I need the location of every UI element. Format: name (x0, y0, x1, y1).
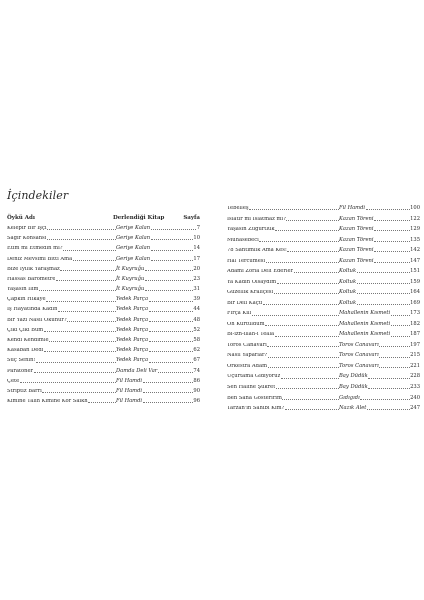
dot-leader (276, 388, 339, 389)
toc-left-column (7, 213, 200, 407)
toc-entry (7, 326, 200, 333)
entry-title: Sağır Konsansı (7, 236, 47, 242)
entry-title: Çete (7, 378, 20, 384)
toc-entry (227, 320, 420, 327)
entry-page: 58 (193, 337, 200, 344)
dot-leader (266, 262, 339, 263)
dot-leader (259, 241, 338, 242)
entry-book: Kazan Töreni (339, 215, 374, 222)
toc-entry (7, 356, 200, 363)
dot-leader (143, 392, 193, 393)
toc-right-column (227, 204, 420, 415)
toc-entry (7, 316, 200, 323)
dot-leader (149, 341, 193, 342)
dot-leader (275, 336, 339, 337)
toc-entry (7, 255, 200, 262)
toc-entry (227, 341, 420, 348)
dot-leader (379, 367, 409, 368)
dot-leader (151, 229, 197, 230)
entry-page: 52 (193, 326, 200, 333)
entry-title: Striptiz Barrı (7, 388, 42, 394)
entry-title: Adamı Zorla Deli Ederler (227, 269, 294, 275)
entry-title: Hassas Barometre (7, 276, 56, 282)
entry-title: Çıkı Çıkı Bum (7, 327, 44, 333)
entry-title: Nasıl Yaparlar? (227, 353, 268, 359)
header-story-title: Öykü Adı (7, 215, 35, 221)
dot-leader (285, 409, 339, 410)
dot-leader (151, 239, 193, 240)
dot-leader (367, 409, 410, 410)
entry-book: Kazan Töreni (339, 257, 374, 264)
dot-leader (44, 331, 116, 332)
entry-page: 169 (410, 299, 420, 306)
dot-leader (275, 230, 339, 231)
toc-entry (227, 204, 420, 211)
entry-page: 135 (410, 236, 420, 243)
dot-leader (145, 270, 193, 271)
toc-entry (7, 377, 200, 384)
entry-page: 233 (410, 384, 420, 391)
entry-page: 142 (410, 247, 420, 254)
dot-leader (63, 250, 115, 251)
entry-title: Toros Canavarı (227, 342, 267, 348)
entry-title: Hal Tercümesi (227, 258, 266, 264)
entry-title: Bize İyilik Yaraşmaz (7, 266, 60, 272)
toc-entry (7, 285, 200, 292)
dot-leader (374, 230, 410, 231)
entry-page: 10 (193, 235, 200, 242)
entry-book: İt Kuyruğu (116, 286, 145, 293)
page-title: İçindekiler (7, 189, 69, 202)
entry-book: Koltuk (339, 268, 357, 275)
entry-title: Tebelleş (227, 205, 249, 211)
entry-book: İt Kuyruğu (116, 265, 145, 272)
entry-page: 197 (410, 341, 420, 348)
entry-page: 159 (410, 278, 420, 285)
dot-leader (391, 315, 410, 316)
dot-leader (267, 346, 338, 347)
entry-book: Yedek Parça (116, 306, 149, 313)
entry-page: 129 (410, 226, 420, 233)
entry-book: Yedek Parça (116, 296, 149, 303)
entry-book: Koltuk (339, 299, 357, 306)
dot-leader (158, 372, 193, 373)
entry-book: Kazan Töreni (339, 226, 374, 233)
entry-page: 44 (193, 306, 200, 313)
dot-leader (274, 293, 339, 294)
entry-page: 86 (193, 377, 200, 384)
dot-leader (368, 388, 409, 389)
entry-title: Çapkın Hikâye (7, 297, 46, 303)
toc-entry (227, 288, 420, 295)
toc-entry (7, 295, 200, 302)
dot-leader (268, 357, 339, 358)
entry-book: Bay Düdük (339, 373, 368, 380)
entry-page: 90 (193, 387, 200, 394)
entry-page: 122 (410, 215, 420, 222)
dot-leader (294, 272, 339, 273)
entry-book: İt Kuyruğu (116, 275, 145, 282)
toc-entry (227, 309, 420, 316)
toc-entry (227, 373, 420, 380)
entry-page: 14 (193, 245, 200, 252)
dot-leader (42, 392, 115, 393)
entry-title: Paratoner (7, 368, 34, 374)
toc-entry (7, 397, 200, 404)
dot-leader (374, 262, 410, 263)
entry-title: Suç Senin! (7, 358, 36, 364)
entry-book: Mahallenin Kısmeti (339, 320, 391, 327)
entry-title: Etim mi Etmedin mi? (7, 246, 63, 252)
dot-leader (368, 378, 409, 379)
entry-book: Geriye Kalan (116, 235, 151, 242)
entry-title: Güzellik Kraliçesi (227, 290, 274, 296)
dot-leader (286, 220, 338, 221)
toc-entry (227, 215, 420, 222)
dot-leader (143, 382, 193, 383)
entry-book: Nazık Alet (339, 405, 367, 412)
dot-leader (60, 270, 115, 271)
entry-title: Tarzan'ın Sahibi Kim? (227, 406, 285, 412)
entry-page: 147 (410, 257, 420, 264)
toc-entry (7, 387, 200, 394)
entry-page: 151 (410, 268, 420, 275)
toc-entry (227, 351, 420, 358)
dot-leader (379, 346, 409, 347)
entry-book: Geriye Kalan (116, 255, 151, 262)
entry-page: 240 (410, 394, 420, 401)
dot-leader (252, 315, 339, 316)
toc-entry (7, 224, 200, 231)
dot-leader (149, 301, 193, 302)
entry-book: Yedek Parça (116, 316, 149, 323)
entry-page: 17 (193, 255, 200, 262)
entry-page: 173 (410, 310, 420, 317)
entry-book: Mahallenin Kısmeti (339, 310, 391, 317)
toc-entry (227, 225, 420, 232)
entry-book: Kazan Töreni (339, 247, 374, 254)
entry-title: Ben Sana Gösteririm (227, 395, 282, 401)
dot-leader (357, 272, 410, 273)
dot-leader (149, 351, 193, 352)
dot-leader (277, 283, 339, 284)
dot-leader (149, 311, 193, 312)
dot-leader (56, 280, 116, 281)
entry-book: Damda Deli Var (116, 367, 158, 374)
entry-page: 187 (410, 331, 420, 338)
entry-page: 221 (410, 362, 420, 369)
entry-title: Kasaban Dedi (7, 348, 44, 354)
dot-leader (374, 241, 410, 242)
entry-title: Yaşasın İlim (7, 287, 39, 293)
toc-entry (227, 404, 420, 411)
dot-leader (391, 325, 410, 326)
header-book: Derlendiği Kitap (113, 215, 165, 221)
entry-page: 39 (193, 296, 200, 303)
dot-leader (49, 341, 115, 342)
entry-book: Koltuk (339, 289, 357, 296)
entry-title: Kelepir Bir İşçi (7, 225, 47, 231)
toc-entry (227, 267, 420, 274)
entry-book: Geriye Kalan (116, 224, 151, 231)
dot-leader (357, 283, 410, 284)
dot-leader (145, 280, 193, 281)
dot-leader (268, 367, 339, 368)
toc-entry (227, 330, 420, 337)
dot-leader (47, 239, 116, 240)
dot-leader (263, 304, 339, 305)
toc-entry (227, 257, 420, 264)
dot-leader (366, 209, 410, 210)
toc-entry (227, 394, 420, 401)
dot-leader (46, 301, 115, 302)
entry-book: Fil Hamdi (116, 387, 143, 394)
entry-page: 48 (193, 316, 200, 323)
dot-leader (357, 293, 410, 294)
entry-title: İslatır mı İslatmaz mı? (227, 216, 286, 222)
entry-title: Kendi Kendimle (7, 338, 49, 344)
entry-book: Geriye Kalan (116, 245, 151, 252)
entry-book: Fil Hamdi (116, 398, 143, 405)
dot-leader (143, 402, 193, 403)
dot-leader (151, 250, 193, 251)
toc-entry (227, 246, 420, 253)
entry-title: Orkestra Adam (227, 363, 267, 369)
dot-leader (360, 399, 409, 400)
entry-book: Toros Canavarı (339, 352, 379, 359)
dot-leader (265, 325, 339, 326)
entry-title: Bir Deli Kaçtı (227, 300, 263, 306)
toc-entry (227, 299, 420, 306)
entry-book: Gıdıgıdı (339, 394, 360, 401)
dot-leader (88, 402, 115, 403)
entry-page: 20 (193, 265, 200, 272)
dot-leader (281, 378, 339, 379)
dot-leader (20, 382, 116, 383)
entry-book: Yedek Parça (116, 347, 149, 354)
entry-page: 67 (193, 357, 200, 364)
entry-title: Uçurtama Gidiyoruz (227, 374, 281, 380)
dot-leader (151, 260, 193, 261)
toc-entry (227, 278, 420, 285)
dot-leader (249, 209, 338, 210)
entry-book: Toros Canavarı (339, 362, 379, 369)
entry-page: 215 (410, 352, 420, 359)
dot-leader (282, 399, 338, 400)
entry-title: 78 Santimlik Ama Kes! (227, 248, 287, 254)
dot-leader (73, 260, 116, 261)
dot-leader (67, 321, 115, 322)
toc-entry (7, 234, 200, 241)
entry-title: Bi-izn-illâh-i Teâlâ (227, 332, 275, 338)
dot-leader (374, 220, 410, 221)
toc-entry (7, 367, 200, 374)
entry-page: 228 (410, 373, 420, 380)
dot-leader (391, 336, 410, 337)
entry-book: Yedek Parça (116, 326, 149, 333)
toc-entry (7, 346, 200, 353)
toc-entry (7, 244, 200, 251)
entry-book: Fil Hamdi (116, 377, 143, 384)
entry-title: Deniz Mevsimi Bitti Ama (7, 256, 73, 262)
entry-title: Oh Kurtuldum (227, 321, 265, 327)
entry-book: Mahallenin Kısmeti (339, 331, 391, 338)
entry-book: Koltuk (339, 278, 357, 285)
dot-leader (145, 290, 193, 291)
toc-entry (7, 336, 200, 343)
entry-book: Yedek Parça (116, 357, 149, 364)
entry-title: Fırça Kılı (227, 311, 252, 317)
dot-leader (287, 251, 338, 252)
dot-leader (39, 290, 116, 291)
dot-leader (34, 372, 116, 373)
entry-page: 7 (196, 224, 200, 231)
toc-entry (7, 275, 200, 282)
entry-title: Ya Kadın Olsaydım (227, 279, 277, 285)
entry-title: İş Hayatında Kadın (7, 307, 58, 313)
toc-entry (7, 306, 200, 313)
dot-leader (379, 357, 409, 358)
entry-book: Kazan Töreni (339, 236, 374, 243)
entry-page: 164 (410, 289, 420, 296)
entry-title: Yaşasın Züğürtlük (227, 227, 275, 233)
dot-leader (44, 351, 116, 352)
entry-page: 23 (193, 275, 200, 282)
entry-page: 62 (193, 347, 200, 354)
toc-header (7, 213, 200, 221)
toc-entry (227, 362, 420, 369)
entry-book: Toros Canavarı (339, 341, 379, 348)
toc-entry (7, 265, 200, 272)
dot-leader (149, 362, 193, 363)
entry-book: Fil Hamdi (339, 204, 366, 211)
entry-book: Bay Düdük (339, 384, 368, 391)
entry-page: 74 (193, 367, 200, 374)
dot-leader (36, 362, 116, 363)
entry-title: Bir Yazı Nasıl Okunur? (7, 317, 67, 323)
toc-entry (227, 236, 420, 243)
header-page: Sayfa (183, 215, 200, 221)
entry-page: 182 (410, 320, 420, 327)
entry-title: Sen Haline Şükret (227, 385, 276, 391)
entry-page: 247 (410, 405, 420, 412)
entry-book: Yedek Parça (116, 337, 149, 344)
entry-page: 96 (193, 398, 200, 405)
dot-leader (374, 251, 410, 252)
dot-leader (58, 311, 116, 312)
dot-leader (357, 304, 410, 305)
entry-page: 31 (193, 286, 200, 293)
entry-title: Muhasebeci (227, 237, 259, 243)
dot-leader (149, 331, 193, 332)
toc-entry (227, 383, 420, 390)
dot-leader (149, 321, 193, 322)
entry-page: 100 (410, 204, 420, 211)
entry-title: Kimine Talih Kimine Kör Saikh (7, 399, 88, 405)
dot-leader (47, 229, 115, 230)
